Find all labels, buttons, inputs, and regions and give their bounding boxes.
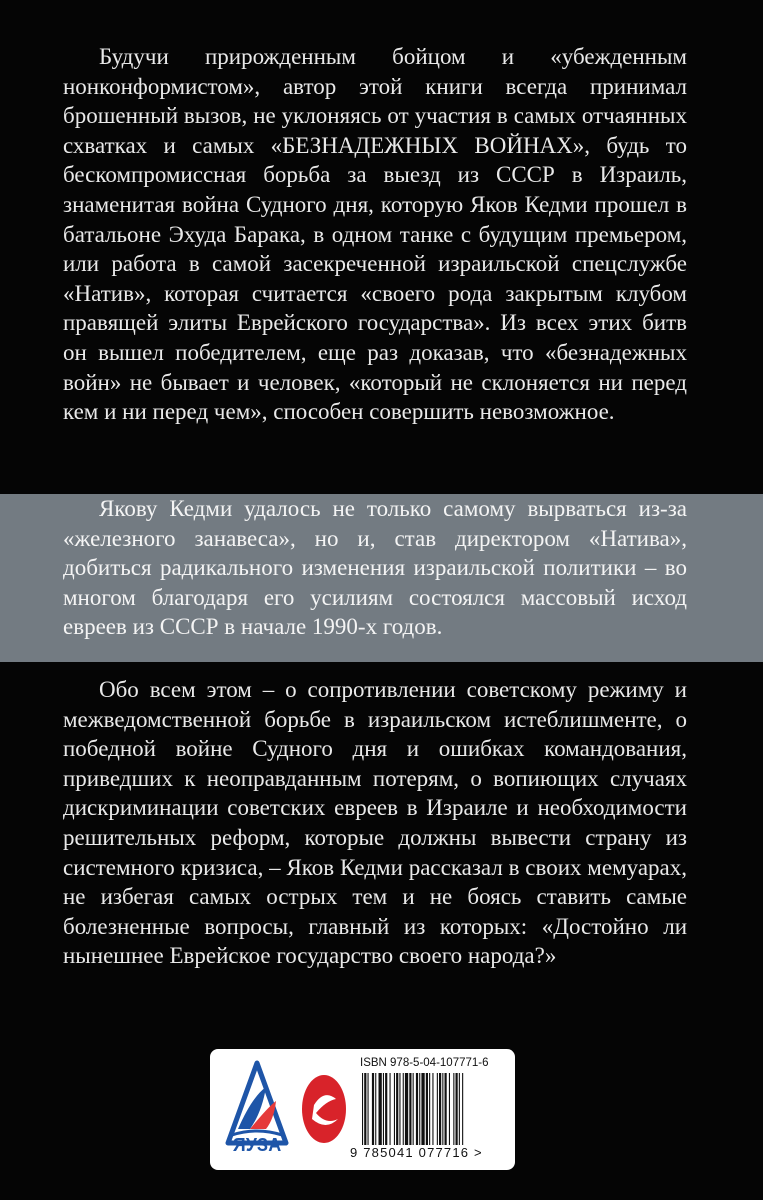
barcode-bars [360,1073,508,1145]
publisher-name: ЯУЗА [232,1135,282,1155]
barcode-digits: 9 785041 077716 > [350,1145,483,1160]
annotation-paragraph-3: Обо всем этом – о сопротивлении советскому режиму и межведомственной борьбе в израильском истеблишменте, о победной войне Судного дня и ошибках командования, приведших к неоправданным потерям, о вопиющих случаях дискриминации советских евреев в Израиле и необходимости решительных реформ, которые должны вывести страну из системного кризиса, – Яков Кедми рассказал в своих мемуарах, не избегая самых острых тем и не боясь ставить самые болезненные вопросы, главный из которых: «Достойно ли нынешнее Еврейское государство своего народа?» [63,677,687,969]
eksmo-logo-icon [296,1069,352,1149]
annotation-paragraph-2: Якову Кедми удалось не только самому вырваться из-за «железного занавеса», но и, став директором «Натива», добиться радикального изменения израильской политики – во многом благодаря его усилиям состоялся массовый исход евреев из СССР в начале 1990-х годов. [63,496,687,640]
annotation-paragraph-1: Будучи прирожденным бойцом и «убежденным нонконформистом», автор этой книги всегда принимал брошенный вызов, не уклоняясь от участия в самых отчаянных схватках и самых «БЕЗНАДЕЖНЫХ ВОЙНАХ», будь то бескомпромиссная борьба за выезд из СССР в Израиль, знаменитая война Судного дня, которую Яков Кедми прошел в батальоне Эхуда Барака, в одном танке с будущим премьером, или работа в самой засекреченной израильской спецслужбе «Натив», которая считается «своего рода закрытым клубом правящей элиты Еврейского государства». Из всех этих битв он вышел победителем, еще раз доказав, что «безнадежных войн» не бывает и человек, «который не склоняется ни перед кем и ни перед чем», способен совершить невозможное. [63,44,687,425]
barcode-panel [210,1049,515,1170]
isbn-label: ISBN 978-5-04-107771-6 [360,1057,489,1069]
